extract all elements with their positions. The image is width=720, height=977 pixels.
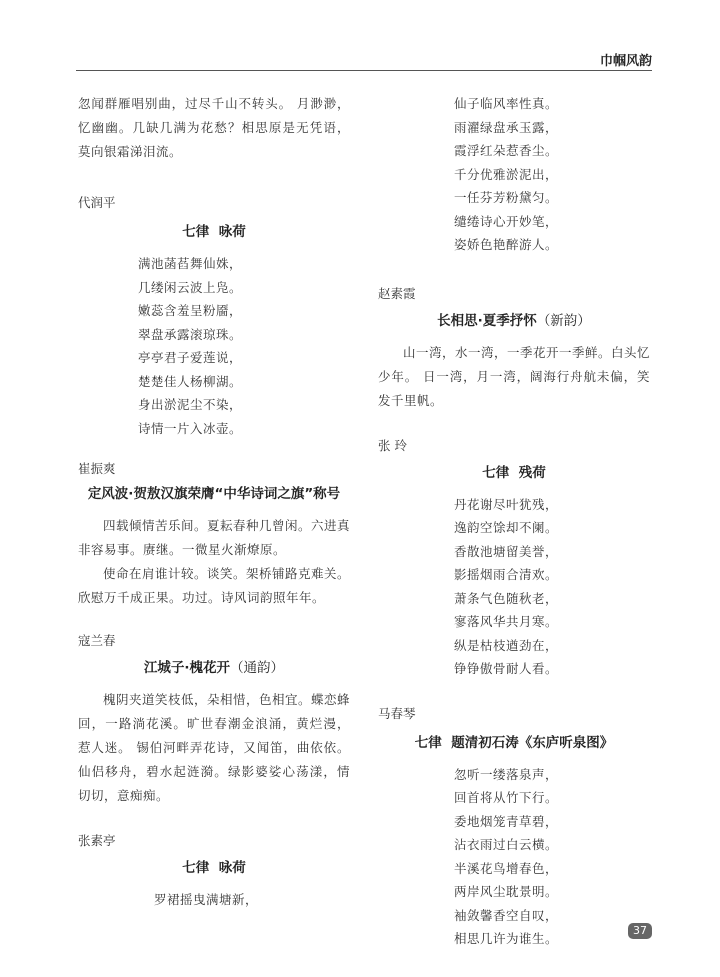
poem-line: 丹花谢尽叶犹残， — [454, 496, 559, 512]
poem-lines-6 — [378, 493, 650, 681]
poem-line: 沾衣雨过白云横。 — [454, 837, 559, 852]
page-number-badge: 37 — [628, 923, 652, 939]
poem-line: 罗裙摇曳满塘新， — [154, 892, 259, 907]
poem-line: 雨濯绿盘承玉露， — [454, 119, 559, 135]
poem-line: 一任芬芳粉黛匀。 — [454, 190, 559, 205]
poem-line: 回首将从竹下行。 — [454, 790, 559, 805]
intro-text: 忽闻群雁唱别曲，过尽千山不转头。 月渺渺，忆幽幽。几缺几满为花愁？相思原是无凭语，莫向银霜涕泪流。 — [78, 96, 350, 159]
author-zhaosuxia: 赵素霞 — [378, 285, 416, 301]
poem-line: 相思几许为谁生。 — [454, 931, 559, 946]
author-cuizhenshuang: 崔振爽 — [78, 461, 116, 476]
poem-line: 影摇烟雨合清欢。 — [454, 567, 559, 582]
poem-title-1: 七律 咏荷 — [182, 224, 246, 240]
poem-title-5 — [378, 309, 650, 333]
poem-title-3 — [78, 656, 350, 680]
poem-line: 半溪花鸟增春色， — [454, 860, 559, 876]
poem-title-2: 定风波·贺敖汉旗荣膺“中华诗词之旗”称号 — [87, 486, 341, 502]
poem-lines-4 — [78, 888, 350, 912]
poem-line: 委地烟笼青草碧， — [454, 813, 559, 829]
poem-line: 逸韵空馀却不阑。 — [454, 520, 559, 535]
poem-line: 翠盘承露滚琼珠。 — [138, 326, 243, 342]
poem-line: 亭亭君子爱莲说， — [138, 350, 243, 365]
poem-title-5-main: 长相思·夏季抒怀 — [437, 312, 537, 329]
poem-title-3-sub: （通韵） — [230, 660, 285, 676]
poem-line: 身出淤泥尘不染， — [138, 397, 243, 412]
poem-text-2a: 四载倾情苦乐间。夏耘春种几曾闲。六进真非容易事。赓继。一微星火渐燎原。 — [78, 518, 351, 557]
poem-line: 姿娇色艳醉游人。 — [454, 237, 559, 252]
poem-line: 萧条气色随秋老， — [454, 590, 559, 606]
poem-line: 袖敛馨香空自叹， — [454, 907, 559, 923]
poem-line: 仙子临风率性真。 — [454, 96, 559, 111]
poem-line: 忽听一缕落泉声， — [454, 766, 559, 782]
poem-line: 香散池塘留美誉， — [454, 543, 559, 559]
right-column — [378, 92, 650, 951]
poem-line: 两岸风尘耽景明。 — [454, 884, 559, 899]
left-column — [78, 92, 350, 912]
poem-line: 几缕闲云波上凫。 — [138, 279, 243, 295]
poem-text-2b: 使命在肩谁计较。谈笑。架桥铺路克难关。欣慰万千成正果。功过。诗风词韵照年年。 — [78, 566, 351, 605]
poem-text-3: 槐阴夹道笑枝低，朵相惜，色相宜。蝶恋蜂回，一路淌花溪。旷世春潮金浪涌，黄烂漫，惹人迷。 锡伯河畔弄花诗，又闻笛，曲依依。仙侣移舟，碧水起涟漪。绿影婆娑心荡漾，情切切，意痴痴。 — [78, 692, 351, 803]
poem-title-4: 七律 咏荷 — [182, 860, 246, 876]
poem-line: 霞浮红朵惹香尘。 — [454, 143, 559, 158]
poem-title-7: 七律 题清初石涛《东庐听泉图》 — [414, 734, 614, 751]
poem-line: 纵是枯枝遒劲在， — [454, 637, 559, 653]
poem-line: 寥落风华共月寒。 — [454, 614, 559, 629]
poem-title-5-sub: （新韵） — [536, 312, 591, 329]
author-machunqin: 马春琴 — [378, 705, 416, 721]
poem-line: 满池菡萏舞仙姝， — [138, 256, 243, 271]
poem-line: 嫩蕊含羞呈粉靥， — [138, 303, 243, 318]
author-daironping: 代润平 — [78, 195, 116, 210]
header-rule — [76, 70, 652, 71]
poem-line: 诗情一片入冰壶。 — [138, 420, 243, 436]
poem-title-3-main: 江城子·槐花开 — [143, 660, 231, 676]
author-zhangling: 张 玲 — [378, 437, 407, 453]
poem-line: 楚楚佳人杨柳湖。 — [138, 373, 243, 389]
poem-lines-1 — [78, 252, 350, 440]
poem-lines-4-cont — [378, 92, 650, 257]
poem-line: 铮铮傲骨耐人看。 — [454, 661, 559, 676]
author-koulanchun: 寇兰春 — [78, 633, 116, 648]
poem-line: 缱绻诗心开妙笔， — [454, 213, 559, 229]
poem-line: 千分优雅淤泥出， — [454, 166, 559, 182]
author-zhangsuting: 张素亭 — [78, 833, 116, 848]
poem-lines-7 — [378, 763, 650, 951]
poem-text-5: 山一湾，水一湾，一季花开一季鲜。白头忆少年。 日一湾，月一湾，阔海行舟航未偏，笑发千里帆。 — [378, 344, 651, 408]
poem-title-6: 七律 残荷 — [482, 464, 546, 481]
header-title: 巾帼风韵 — [599, 54, 652, 69]
